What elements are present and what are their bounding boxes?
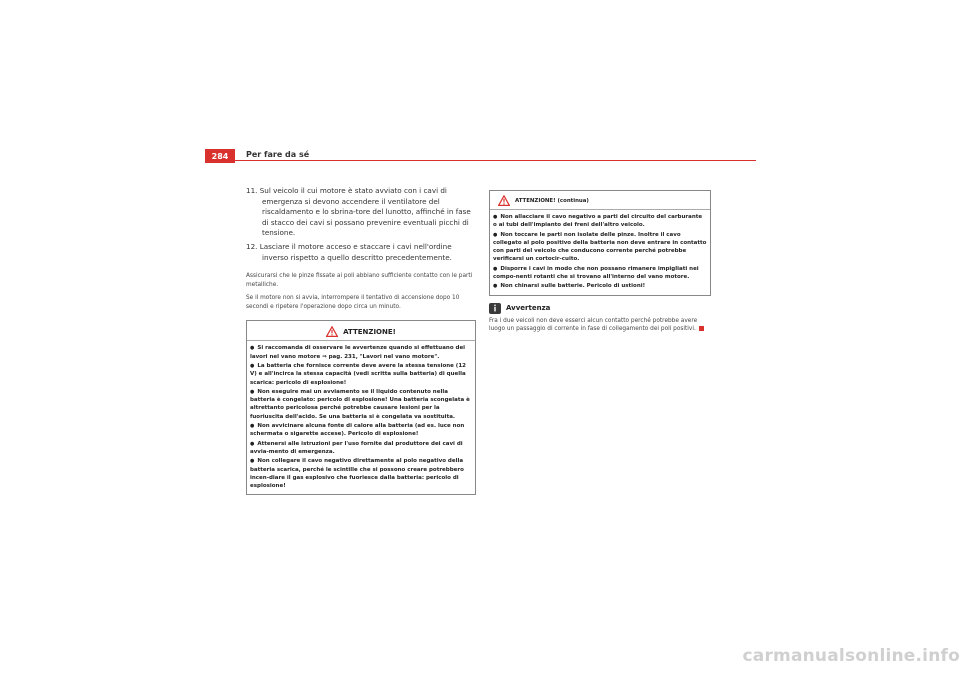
- note-header: [489, 303, 711, 314]
- right-column: [489, 190, 711, 334]
- warning-triangle-icon: [326, 326, 338, 337]
- warning-bullet: ● Attenersi alle istruzioni per l'uso fornite dal produttore dei cavi di avvia-mento di emergenza.: [250, 440, 472, 457]
- watermark: carmanualsonline.info: [742, 646, 960, 666]
- header-divider: [205, 160, 756, 161]
- warning-body: [247, 341, 475, 494]
- warning-continued-title: ATTENZIONE! (continua): [515, 197, 589, 204]
- warning-title: ATTENZIONE!: [343, 327, 396, 336]
- warning-bullet: ● Non collegare il cavo negativo direttamente al polo negativo della batteria scarica, perché le scintille che si possono creare potrebbero incen-diare il gas esplosivo che fuoriesce dalla batteria: pericolo di esplosione!: [250, 457, 472, 490]
- warning-bullet: ● Non eseguire mai un avviamento se il liquido contenuto nella batteria è congelato: pericolo di esplosione! Una batteria scongelata è altrettanto pericolosa perché potrebbe causare lesioni per la fuoriuscita dell'acido. Se una batteria si è congelata va sostituita.: [250, 388, 472, 421]
- warning-bullet: ● La batteria che fornisce corrente deve avere la stessa tensione (12 V) e all'incirca la stessa capacità (vedi scritta sulla batteria) di quella scarica: pericolo di esplosione!: [250, 362, 472, 387]
- left-column: [246, 186, 476, 495]
- warning-box: [246, 320, 476, 495]
- info-note-icon: [489, 303, 501, 314]
- warning-bullet: ● Non allacciare il cavo negativo a parti del circuito del carburante o ai tubi dell'impianto dei freni dell'altro veicolo.: [493, 213, 707, 230]
- warning-bullet: ● Si raccomanda di osservare le avvertenze quando si effettuano dei lavori nel vano motore ⇒ pag. 231, "Lavori nel vano motore".: [250, 344, 472, 361]
- page-title: Per fare da sé: [246, 150, 310, 159]
- warning-bullet: ● Non chinarsi sulle batterie. Pericolo di ustioni!: [493, 282, 707, 290]
- note-text: [489, 317, 711, 334]
- page-number: 284: [205, 149, 235, 163]
- warning-bullet: ● Non toccare le parti non isolate delle pinze. Inoltre il cavo collegato al polo positivo della batteria non deve entrare in contatto con parti del veicolo che conducono corrente perché potrebbe verificarsi un cortocir-cuito.: [493, 231, 707, 264]
- info-glyph-icon: [491, 304, 499, 312]
- warning-bullet: ● Non avvicinare alcuna fonte di calore alla batteria (ad es. luce non schermata o sigarette accese). Pericolo di esplosione!: [250, 422, 472, 439]
- paragraph-retry: Se il motore non si avvia, interrompere il tentativo di accensione dopo 10 secondi e ripetere l'operazione dopo circa un minuto.: [246, 294, 460, 310]
- warning-continued-body: [490, 210, 710, 295]
- step-12: 12. Lasciare il motore acceso e staccare i cavi nell'ordine inverso rispetto a quello descritto precedentemente.: [246, 241, 452, 262]
- warning-header: [247, 321, 475, 341]
- warning-continued-box: [489, 190, 711, 296]
- note-text-content: Fra i due veicoli non deve esserci alcun contatto perché potrebbe avere luogo un passaggio di corrente in fase di collegamento dei poli positivi.: [489, 317, 698, 333]
- warning-bullet: ● Disporre i cavi in modo che non possano rimanere impigliati nei compo-nenti rotanti che si trovano all'interno del vano motore.: [493, 265, 707, 282]
- step-11: 11. Sul veicolo il cui motore è stato avviato con i cavi di emergenza si devono accendere il ventilatore del riscaldamento e lo sbrina-tore del lunotto, affinché in fase di stacco dei cavi si possano prevenire eventuali picchi di tensione.: [246, 186, 471, 238]
- warning-triangle-icon: [498, 195, 510, 206]
- section-end-marker: [699, 326, 704, 331]
- note-title: Avvertenza: [506, 304, 551, 313]
- paragraph-contact: Assicurarsi che le pinze fissate ai poli abbiano sufficiente contatto con le parti metalliche.: [246, 273, 473, 288]
- warning-continued-header: [490, 191, 710, 210]
